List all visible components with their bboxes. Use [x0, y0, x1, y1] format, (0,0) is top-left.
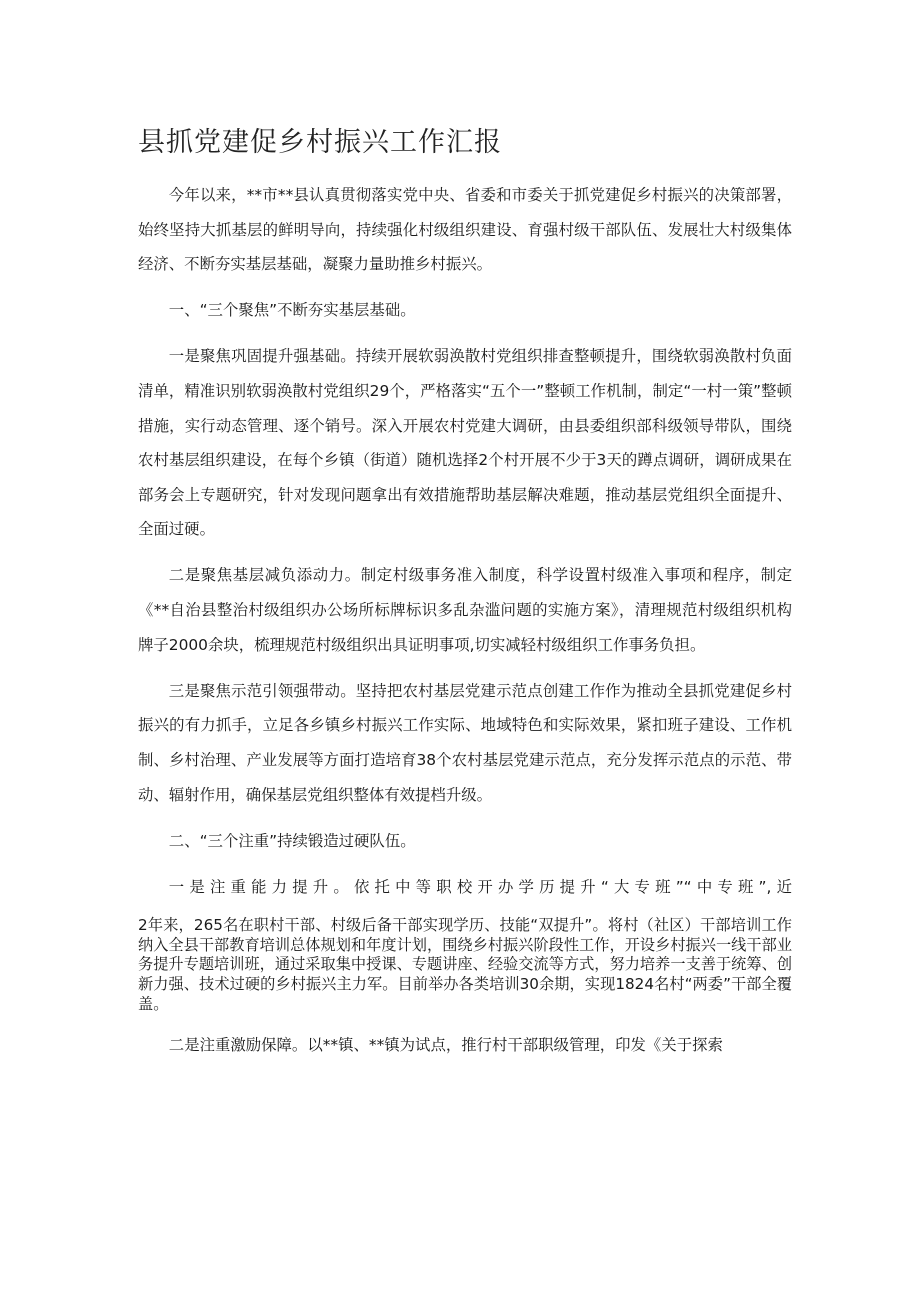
paragraph-1-2: 二是聚焦基层减负添动力。制定村级事务准入制度，科学设置村级准入事项和程序，制定《**自治县整治村级组织办公场所标牌标识多乱杂滥问题的实施方案》，清理规范村级组织机构牌子2000余块，梳理规范村级组织出具证明事项,切实减轻村级组织工作事务负担。 — [138, 566, 792, 654]
paragraph-2-1-start: 一是注重能力提升。依托中等职校开办学历提升“大专班”“中专班”,近 — [168, 877, 792, 896]
paragraph-1-1: 一是聚焦巩固提升强基础。持续开展软弱涣散村党组织排查整顿提升，围绕软弱涣散村负面清单，精准识别软弱涣散村党组织29个，严格落实“五个一”整顿工作机制，制定“一村一策”整顿措施，实行动态管理、逐个销号。深入开展农村党建大调研，由县委组织部科级领导带队，围绕农村基层组织建设，在每个乡镇（街道）随机选择2个村开展不少于3天的蹲点调研，调研成果在部务会上专题研究，针对发现问题拿出有效措施帮助基层解决难题，推动基层党组织全面提升、全面过硬。 — [138, 347, 792, 539]
section-heading-1: 一、“三个聚焦”不断夯实基层基础。 — [168, 301, 416, 320]
document-body — [138, 178, 792, 1074]
paragraph-2-2: 二是注重激励保障。以**镇、**镇为试点，推行村干部职级管理，印发《关于探索 — [168, 1035, 723, 1054]
section-heading-2: 二、“三个注重”持续锻造过硬队伍。 — [168, 831, 416, 850]
intro-paragraph: 今年以来，**市**县认真贯彻落实党中央、省委和市委关于抓党建促乡村振兴的决策部署，始终坚持大抓基层的鲜明导向，持续强化村级组织建设、育强村级干部队伍、发展壮大村级集体经济、不断夯实基层基础，凝聚力量助推乡村振兴。 — [138, 186, 792, 274]
paragraph-1-3: 三是聚焦示范引领强带动。坚持把农村基层党建示范点创建工作作为推动全县抓党建促乡村振兴的有力抓手，立足各乡镇乡村振兴工作实际、地域特色和实际效果，紧扣班子建设、工作机制、乡村治理、产业发展等方面打造培育38个农村基层党建示范点，充分发挥示范点的示范、带动、辐射作用，确保基层党组织整体有效提档升级。 — [138, 681, 792, 804]
paragraph-2-1-continued: 2年来，265名在职村干部、村级后备干部实现学历、技能“双提升”。将村（社区）干部培训工作纳入全县干部教育培训总体规划和年度计划，围绕乡村振兴阶段性工作，开设乡村振兴一线干部业务提升专题培训班，通过采取集中授课、专题讲座、经验交流等方式，努力培养一支善于统筹、创新力强、技术过硬的乡村振兴主力军。目前举办各类培训30余期，实现1824名村“两委”干部全覆盖。 — [138, 915, 792, 1013]
document-title: 县抓党建促乡村振兴工作汇报 — [138, 127, 502, 158]
